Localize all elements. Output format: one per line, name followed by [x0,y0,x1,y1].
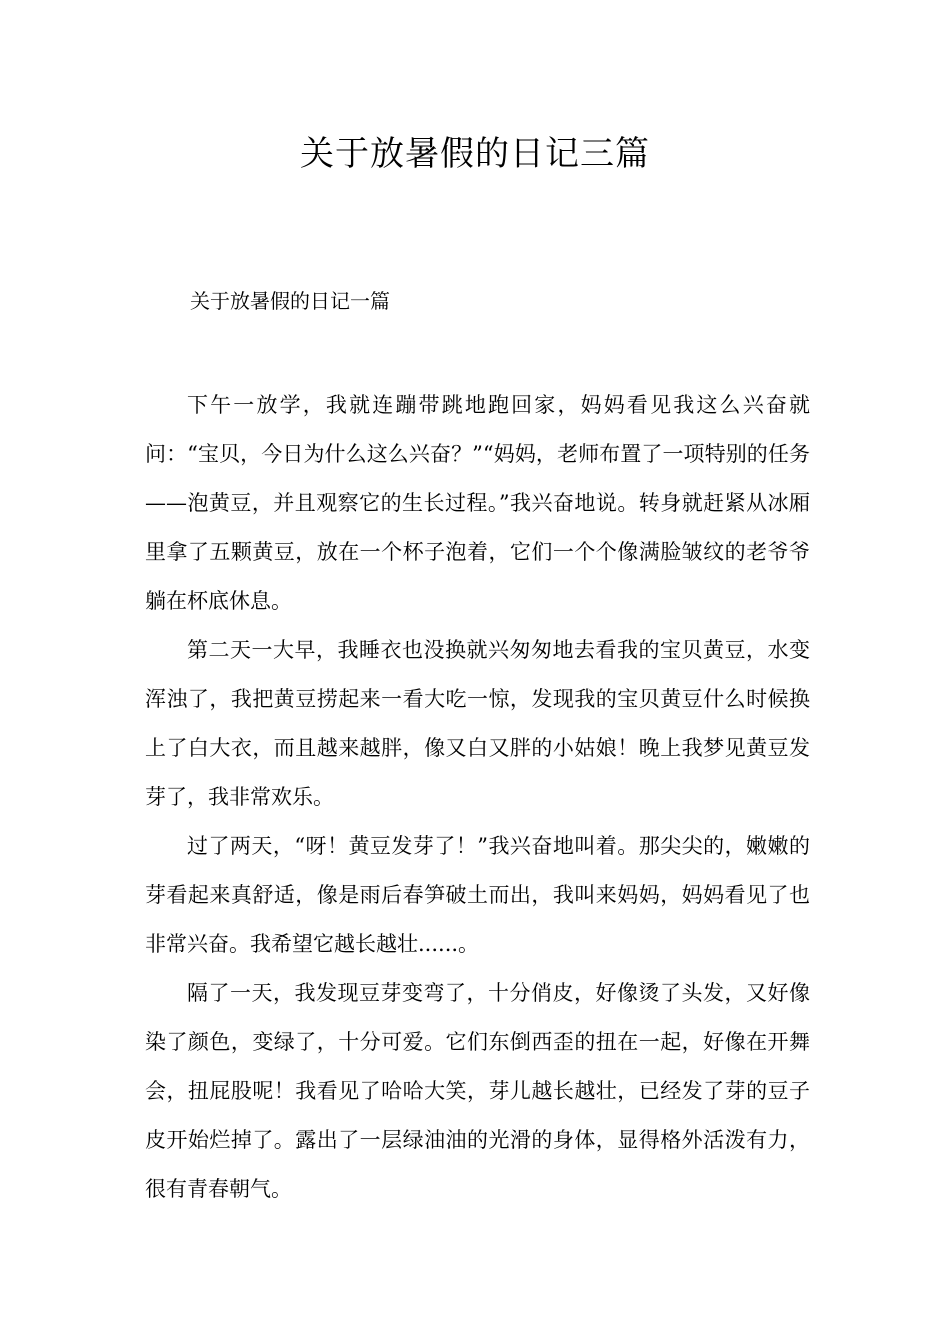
paragraph-4: 隔了一天，我发现豆芽变弯了，十分俏皮，好像烫了头发，又好像染了颜色，变绿了，十分可爱。它们东倒西歪的扭在一起，好像在开舞会，扭屁股呢！我看见了哈哈大笑，芽儿越长越壮，已经发了芽的豆子皮开始烂掉了。露出了一层绿油油的光滑的身体，显得格外活泼有力，很有青春朝气。 [145,981,810,1201]
paragraph-3: 过了两天，“呀！黄豆发芽了！”我兴奋地叫着。那尖尖的，嫩嫩的芽看起来真舒适，像是雨后春笋破土而出，我叫来妈妈，妈妈看见了也非常兴奋。我希望它越长越壮......。 [145,834,810,956]
paragraph-2: 第二天一大早，我睡衣也没换就兴匆匆地去看我的宝贝黄豆，水变浑浊了，我把黄豆捞起来一看大吃一惊，发现我的宝贝黄豆什么时候换上了白大衣，而且越来越胖，像又白又胖的小姑娘！晚上我梦见黄豆发芽了，我非常欢乐。 [145,638,810,809]
section-heading: 关于放暑假的日记一篇 [190,289,390,313]
paragraph-1: 下午一放学，我就连蹦带跳地跑回家，妈妈看见我这么兴奋就问：“宝贝，今日为什么这么兴奋？”“妈妈，老师布置了一项特别的任务——泡黄豆，并且观察它的生长过程。”我兴奋地说。转身就赶紧从冰厢里拿了五颗黄豆，放在一个杯子泡着，它们一个个像满脸皱纹的老爷爷躺在杯底休息。 [145,393,810,613]
document-body [145,381,810,1214]
document-title: 关于放暑假的日记三篇 [300,134,650,174]
